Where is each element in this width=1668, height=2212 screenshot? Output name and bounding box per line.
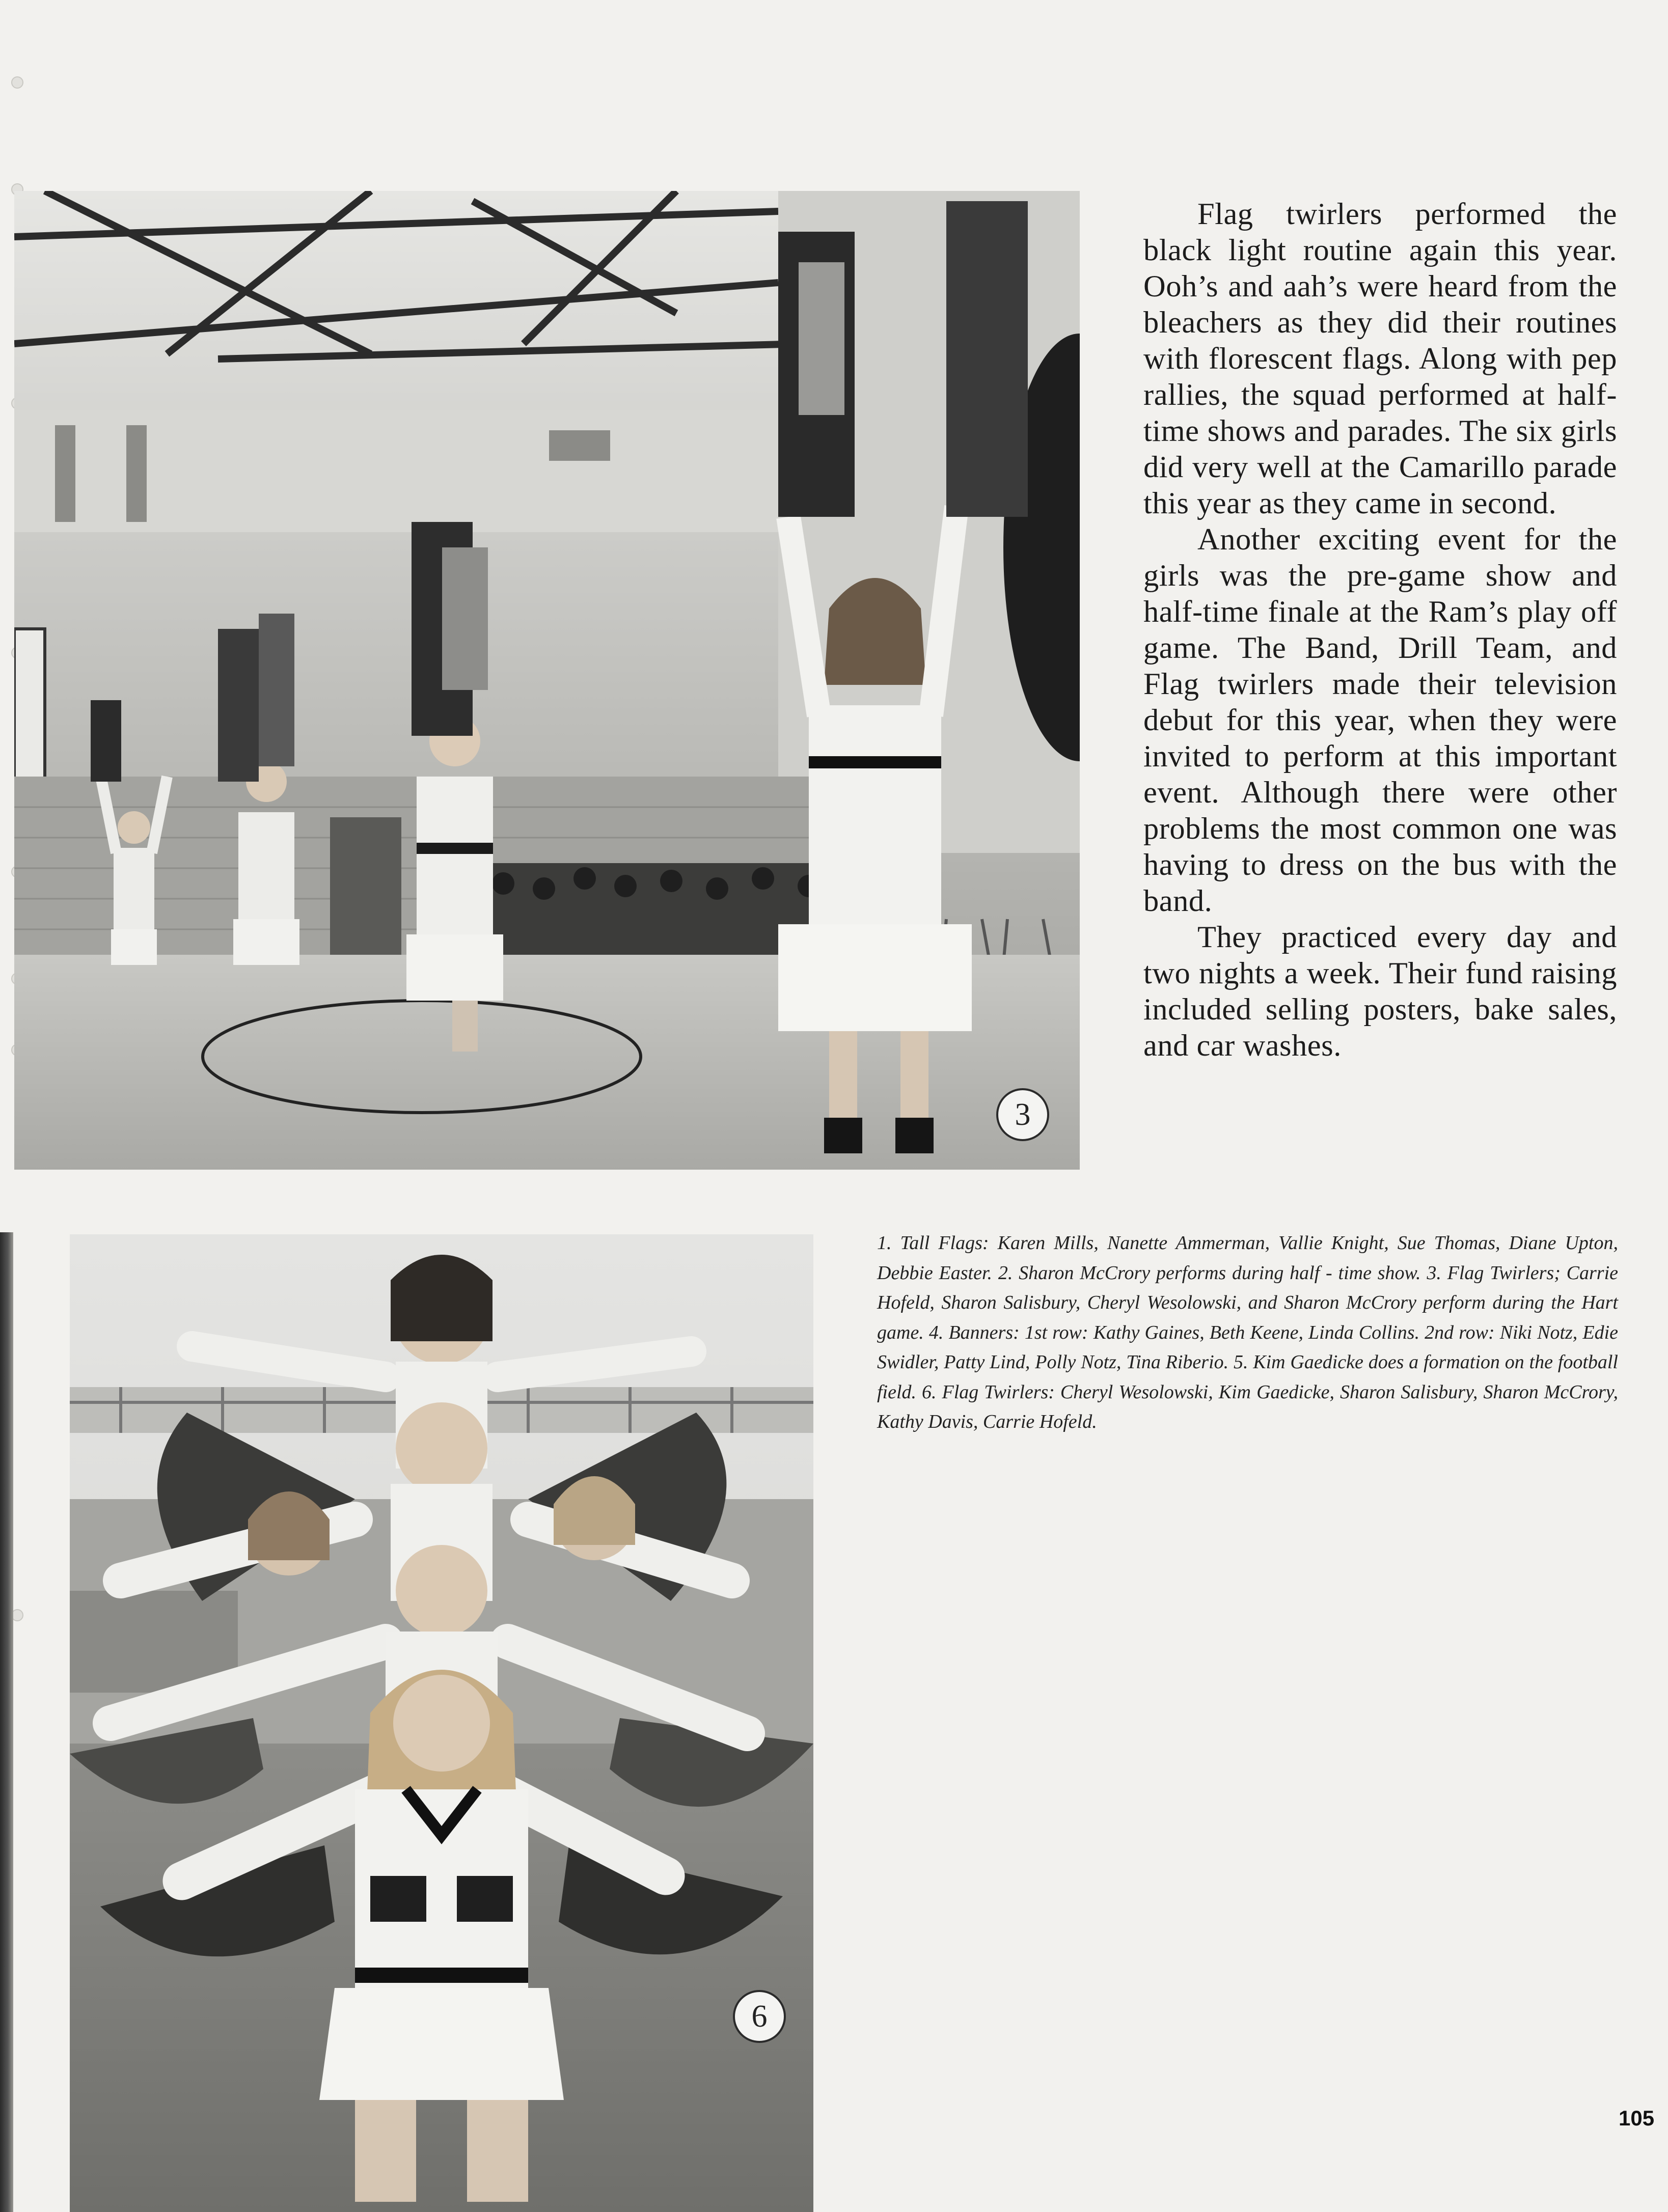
photo-number-badge: 6 (733, 1990, 786, 2043)
page-edge-shadow (0, 1232, 13, 2212)
article-paragraph: Another exciting event for the girls was the pre-game show and half-time finale at the Ram’s play off game. The Band, Drill Team, and Flag twirlers made their television debut for this year, when they were invited to perform at this important event. Although there were other problems the most common one was having to dress on the bus with the band. (1143, 522, 1617, 918)
photo-captions: 1. Tall Flags: Karen Mills, Nanette Ammerman, Vallie Knight, Sue Thomas, Diane Upton, Debbie Easter. 2. Sharon McCrory performs during half - time show. 3. Flag Twirlers; Carrie Hofeld, Sharon Salisbury, Cheryl Wesolowski, and Sharon McCrory perform during the Hart game. 4. Banners: 1st row: Kathy Gaines, Beth Keene, Linda Collins. 2nd row: Niki Notz, Edie Swidler, Patty Lind, Polly Notz, Tina Riberio. 5. Kim Gaedicke does a formation on the football field. 6. Flag Twirlers: Cheryl Wesolowski, Kim Gaedicke, Sharon Salisbury, Sharon McCrory, Kathy Davis, Carrie Hofeld. (877, 1232, 1618, 1432)
article-text (1143, 196, 1617, 1064)
formation-scene-illustration (70, 1234, 813, 2212)
gym-flag-twirlers-photo (14, 191, 1080, 1170)
photo-number-badge: 3 (996, 1088, 1049, 1141)
article-paragraph: Flag twirlers performed the black light routine again this year. Ooh’s and aah’s were heard from the bleachers as they did their routines with florescent flags. Along with pep rallies, the squad performed at half-time shows and parades. The six girls did very well at the Camarillo parade this year as they came in second. (1143, 197, 1617, 520)
gym-scene-illustration (14, 191, 1080, 1170)
page-number: 105 (1619, 2106, 1655, 2130)
flag-twirlers-formation-photo (70, 1234, 813, 2212)
article-paragraph: They practiced every day and two nights a week. Their fund raising included selling posters, bake sales, and car washes. (1143, 920, 1617, 1063)
